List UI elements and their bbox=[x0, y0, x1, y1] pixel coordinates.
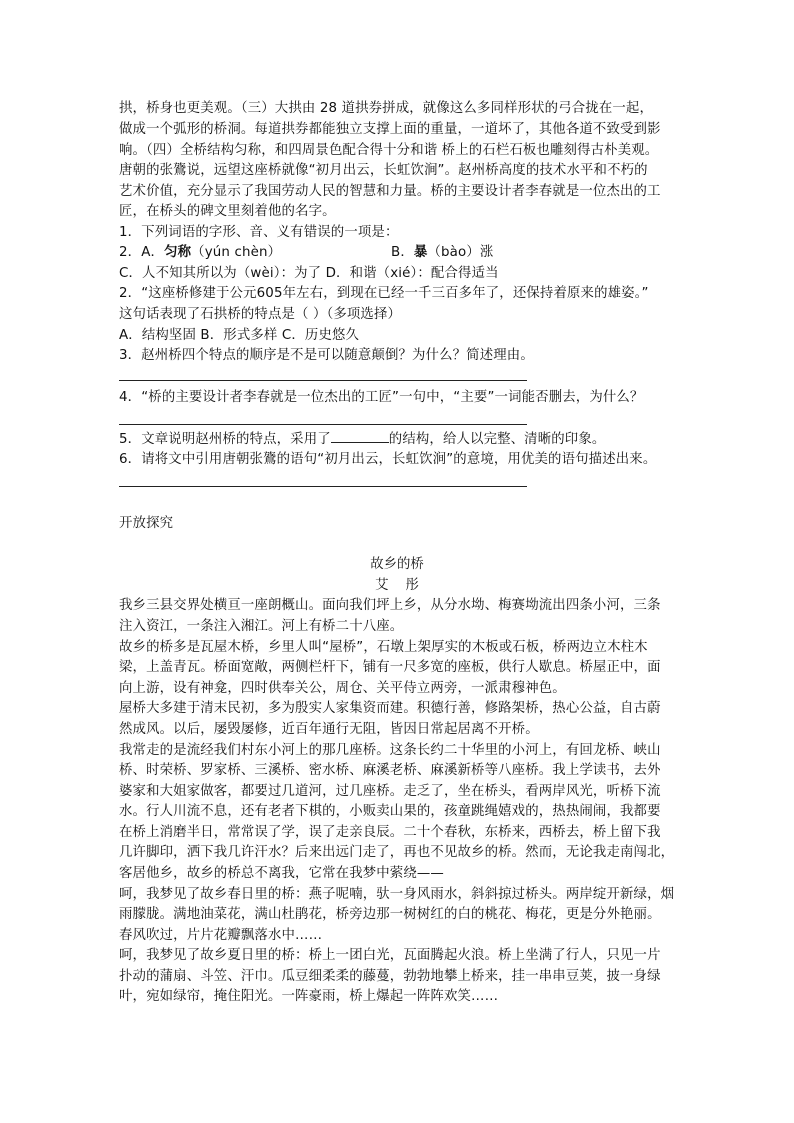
question-3: 3．赵州桥四个特点的顺序是不是可以随意颠倒？为什么？简述理由。 bbox=[119, 348, 534, 363]
question-5 bbox=[119, 428, 605, 450]
option-b bbox=[391, 243, 493, 263]
question-2-line-1: 2．“这座桥修建于公元605年左右，到现在已经一千三百多年了，还保持着原来的雄姿。” bbox=[119, 286, 649, 301]
passage-line: 做成一个弧形的桥洞。每道拱券都能独立支撑上面的重量，一道坏了，其他各道不致受到影 bbox=[119, 122, 661, 137]
article-line: 我常走的是流经我们村东小河上的那几座桥。这条长约二十华里的小河上，有回龙桥、峡山 bbox=[119, 743, 661, 758]
answer-line-q6[interactable] bbox=[119, 486, 527, 487]
question-2-options: A．结构坚固 B．形式多样 C．历史悠久 bbox=[119, 328, 360, 343]
option-a-word: 匀称 bbox=[164, 245, 192, 260]
article-line: 水。行人川流不息，还有老者下棋的，小贩卖山果的，孩童跳绳嬉戏的，热热闹闹，我都要 bbox=[119, 804, 661, 819]
passage-line: 唐朝的张鷟说，远望这座桥就像“初月出云，长虹饮涧”。赵州桥高度的技术水平和不朽的 bbox=[119, 163, 648, 178]
section-heading: 开放探究 bbox=[119, 516, 174, 531]
passage-line: 匠，在桥头的碑文里刻着他的名字。 bbox=[119, 204, 336, 219]
article-line: 春风吹过，片片花瓣飘落水中…… bbox=[119, 928, 323, 943]
question-2-line-2: 这句话表现了石拱桥的特点是（ ）（多项选择） bbox=[119, 307, 402, 322]
article-line: 我乡三县交界处横亘一座朗概山。面向我们坪上乡，从分水坳、梅赛坳流出四条小河，三条 bbox=[119, 598, 661, 613]
question-6: 6．请将文中引用唐朝张鷟的语句“初月出云，长虹饮涧”的意境，用优美的语句描述出来。 bbox=[119, 452, 657, 467]
article-line: 故乡的桥多是瓦屋木桥，乡里人叫“屋桥”，石墩上架厚实的木板或石板，桥两边立木柱木 bbox=[119, 640, 648, 655]
question-5-blank[interactable] bbox=[331, 428, 389, 443]
question-1-title: 1．下列词语的字形、音、义有错误的一项是： bbox=[119, 225, 399, 240]
article-author: 艾 彤 bbox=[375, 578, 419, 593]
article-line: 然成风。以后，屡毁屡修，近百年通行无阻，皆因日常起居离不开桥。 bbox=[119, 722, 539, 737]
question-5-before: 5．文章说明赵州桥的特点，采用了 bbox=[119, 432, 331, 447]
article-line: 向上游，设有神龛，四时供奉关公，周仓、关平侍立两旁，一派肃穆神色。 bbox=[119, 681, 566, 696]
article-line: 叶，宛如绿帘，掩住阳光。一阵豪雨，桥上爆起一阵阵欢笑…… bbox=[119, 989, 499, 1004]
article-line: 桥、时荣桥、罗家桥、三溪桥、密水桥、麻溪老桥、麻溪新桥等八座桥。我上学读书，去外 bbox=[119, 763, 661, 778]
article-line: 扑动的蒲扇、斗笠、汗巾。瓜豆细柔柔的藤蔓，勃勃地攀上桥来，挂一串串豆荚，披一身绿 bbox=[119, 969, 661, 984]
article-line: 屋桥大多建于清末民初，多为殷实人家集资而建。积德行善，修路架桥，热心公益，自古蔚 bbox=[119, 701, 661, 716]
option-b-pinyin: （bào）涨 bbox=[427, 245, 494, 260]
passage-line: 艺术价值，充分显示了我国劳动人民的智慧和力量。桥的主要设计者李春就是一位杰出的工 bbox=[119, 184, 661, 199]
option-b-word: 暴 bbox=[413, 245, 428, 260]
article-line: 呵，我梦见了故乡夏日里的桥：桥上一团白光，瓦面腾起火浪。桥上坐满了行人，只见一片 bbox=[119, 948, 661, 963]
option-a-pinyin: （yún chèn） bbox=[191, 245, 282, 260]
article-line: 客居他乡，故乡的桥总不离我，它常在我梦中萦绕—— bbox=[119, 866, 444, 881]
question-4: 4．“桥的主要设计者李春就是一位杰出的工匠”一句中，“主要”一词能否删去，为什么？ bbox=[119, 390, 644, 405]
question-5-after: 的结构，给人以完整、清晰的印象。 bbox=[388, 432, 606, 447]
question-1-row-1 bbox=[119, 243, 494, 263]
article-line: 几许脚印，洒下我几许汗水？后来出远门走了，再也不见故乡的桥。然而，无论我走南闯北， bbox=[119, 845, 675, 860]
option-b-label: B． bbox=[391, 245, 414, 260]
article-line: 注入资江，一条注入湘江。河上有桥二十八座。 bbox=[119, 619, 404, 634]
article-line: 呵，我梦见了故乡春日里的桥：燕子呢喃，驮一身风雨水，斜斜掠过桥头。两岸绽开新绿，烟 bbox=[119, 887, 675, 902]
article-line: 婆家和大姐家做客，都要过几道河，过几座桥。走乏了，坐在桥头，看两岸风光，听桥下流 bbox=[119, 784, 661, 799]
answer-line-q4[interactable] bbox=[119, 424, 527, 425]
question-1-row-2: C．人不知其所以为（wèi）：为了 D．和谐（xié）：配合得适当 bbox=[119, 266, 499, 281]
option-a-label: 2．A． bbox=[119, 245, 165, 260]
article-line: 梁，上盖青瓦。桥面宽敞，两侧栏杆下，铺有一尺多宽的座板，供行人歇息。桥屋正中，面 bbox=[119, 660, 661, 675]
passage-line: 拱，桥身也更美观。（三）大拱由 28 道拱券拼成，就像这么多同样形状的弓合拢在一起， bbox=[119, 101, 653, 116]
article-line: 在桥上消磨半日，常常误了学，误了走亲良辰。二十个春秋，东桥来，西桥去，桥上留下我 bbox=[119, 825, 661, 840]
article-line: 雨朦胧。满地油菜花，满山杜鹃花，桥旁边那一树树红的白的桃花、梅花，更是分外艳丽。 bbox=[119, 907, 661, 922]
answer-line-q3[interactable] bbox=[119, 380, 527, 381]
passage-line: 响。（四）全桥结构匀称，和四周景色配合得十分和谐 桥上的石栏石板也雕刻得古朴美观。 bbox=[119, 143, 659, 158]
article-title: 故乡的桥 bbox=[370, 557, 424, 572]
